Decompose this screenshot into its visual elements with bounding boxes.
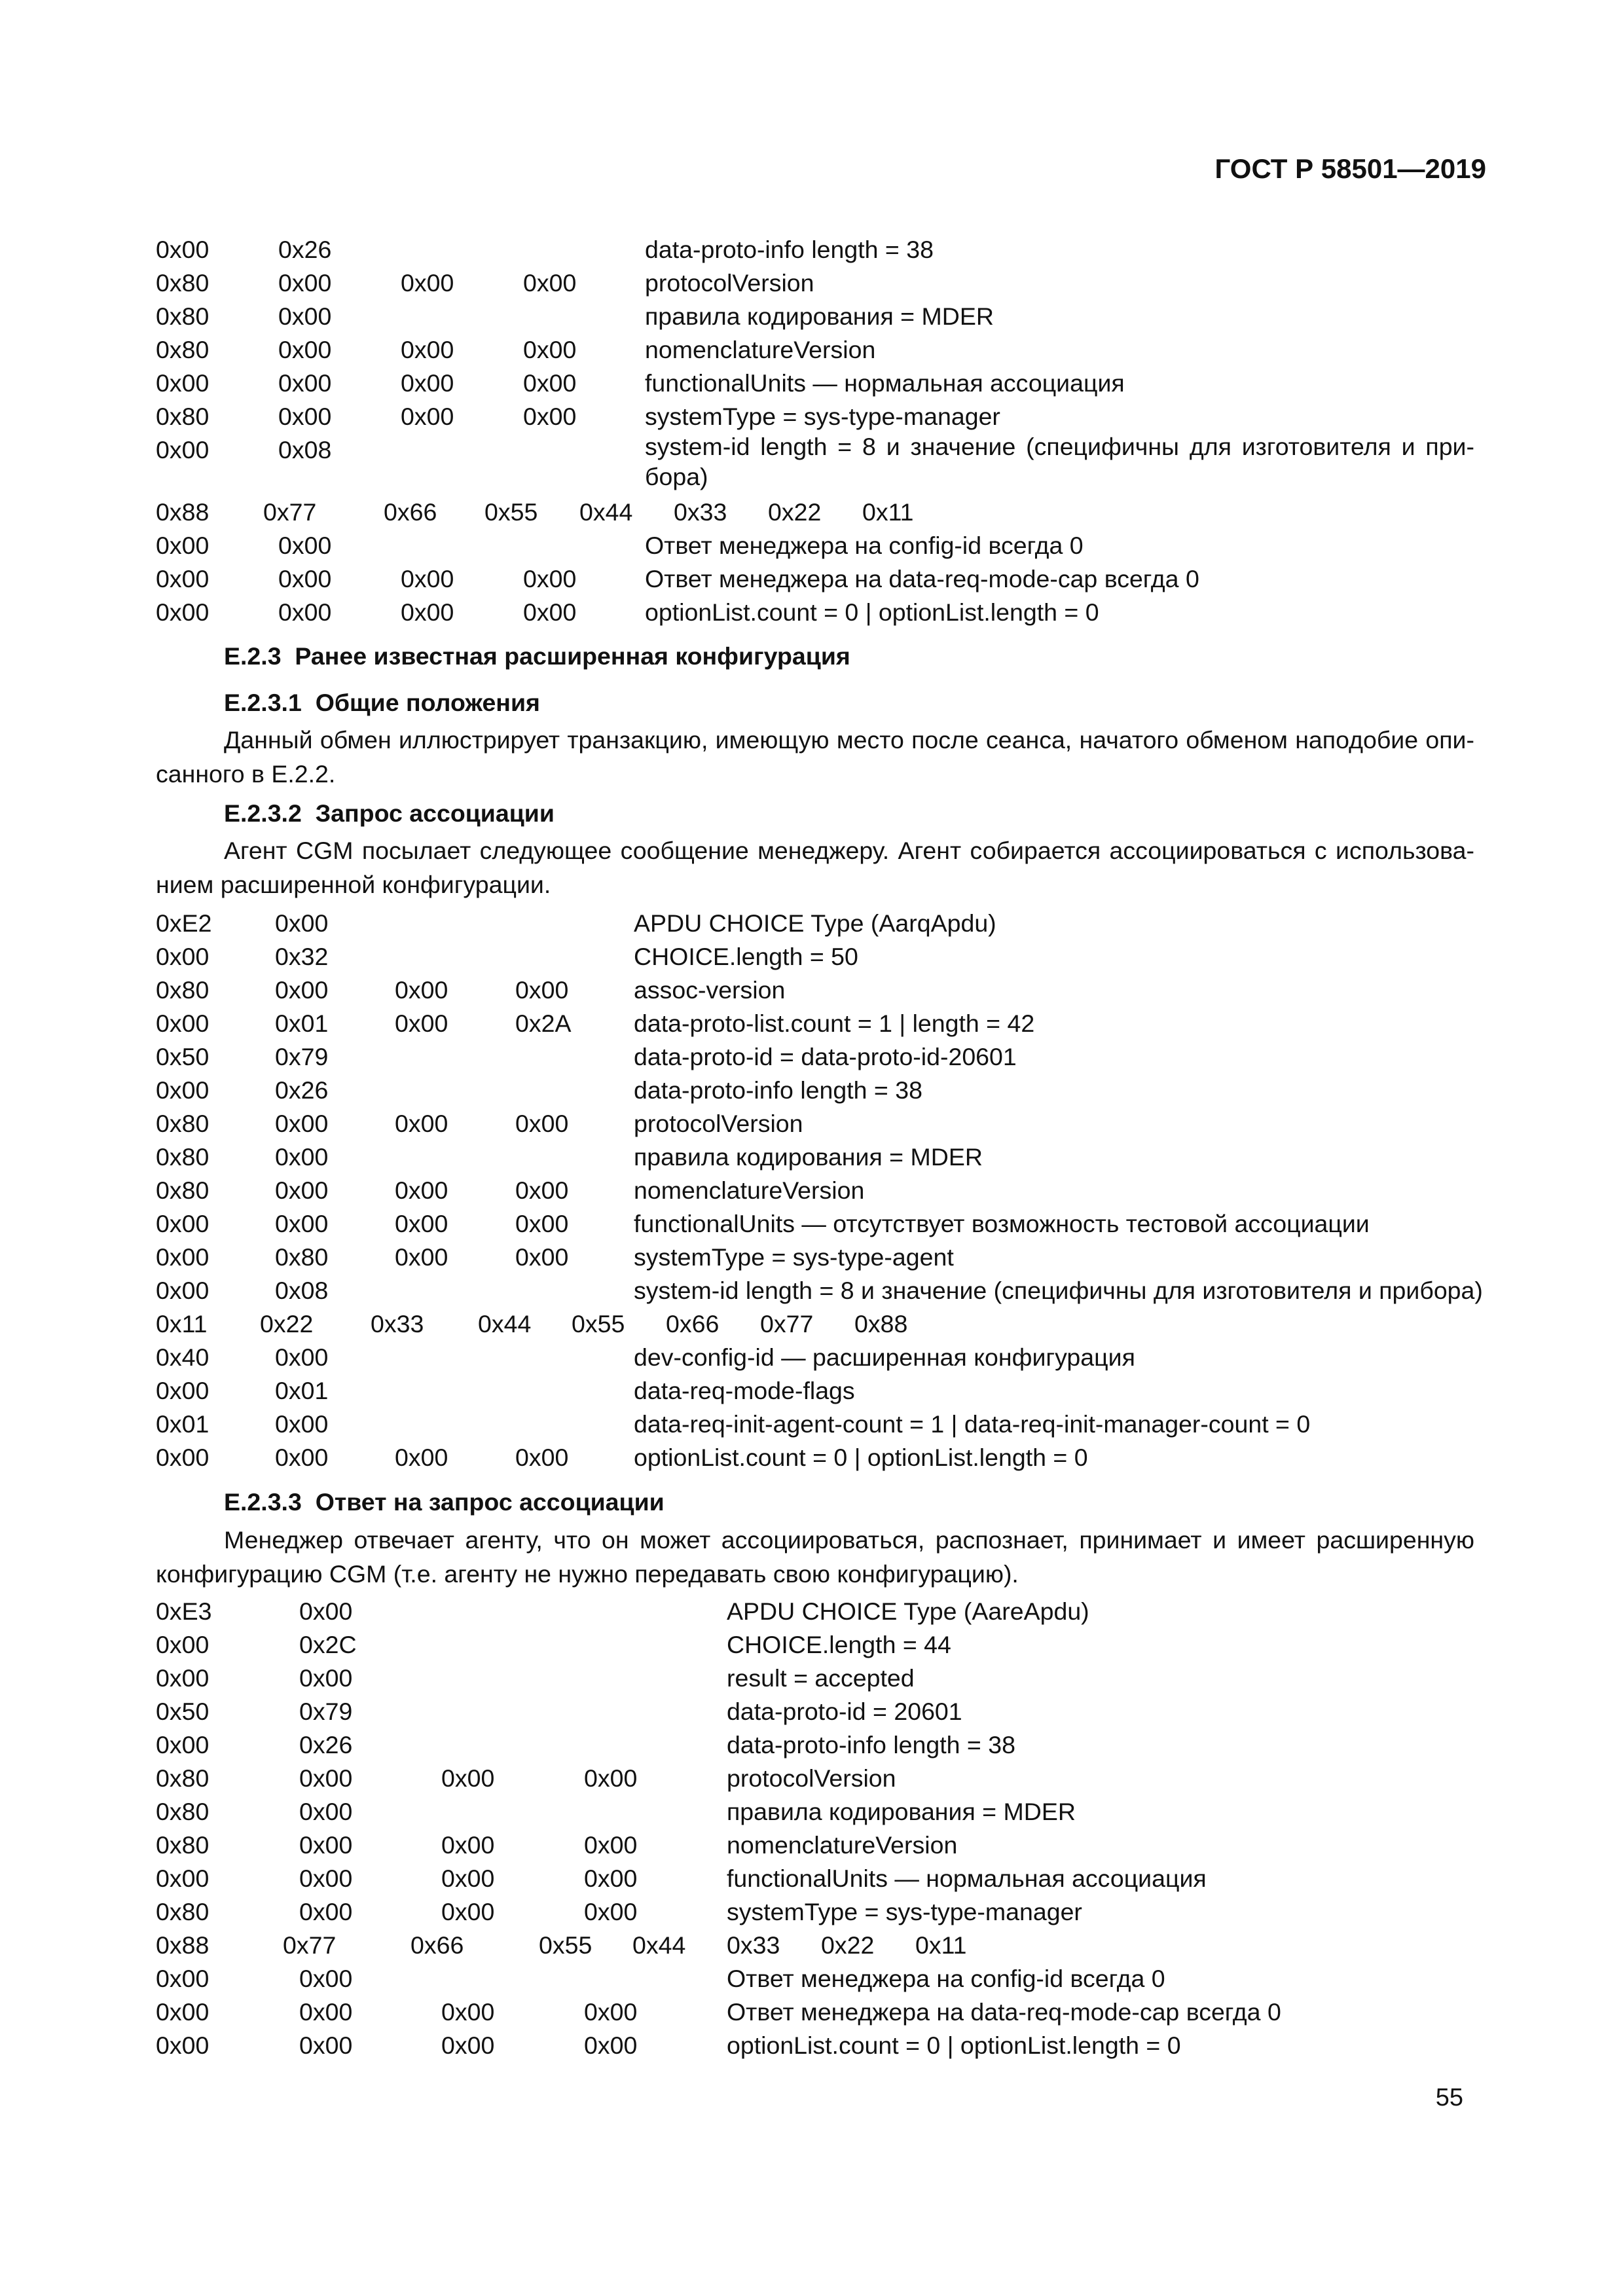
byte-cell: 0x00 [584, 1764, 638, 1792]
byte-cell: 0x00 [395, 1444, 448, 1471]
byte-cell: 0x00 [515, 976, 569, 1004]
byte-cell: 0x00 [441, 1865, 495, 1892]
byte-cell: 0x00 [515, 1210, 569, 1237]
byte-cell: 0x00 [275, 1444, 329, 1471]
byte-cell: 0x00 [523, 369, 577, 397]
byte-cell: 0x00 [401, 269, 454, 297]
byte-cell: 0xE3 [156, 1597, 212, 1625]
byte-cell: 0x80 [156, 269, 210, 297]
byte-cell: 0x80 [156, 302, 210, 330]
byte-cell: 0x00 [441, 1898, 495, 1925]
description: systemType = sys-type-manager [645, 403, 1000, 430]
byte-cell: 0x00 [523, 598, 577, 626]
page-number: 55 [1435, 2084, 1463, 2111]
byte-cell: 0x00 [275, 1410, 329, 1438]
byte-cell: 0x00 [395, 1243, 448, 1271]
byte-cell: 0x00 [275, 909, 329, 937]
byte-cell: 0x50 [156, 1698, 210, 1725]
byte-cell: 0x00 [275, 1176, 329, 1204]
byte-cell: 0x00 [156, 1998, 210, 2026]
byte-cell: 0x00 [156, 1965, 210, 1992]
description: data-proto-list.count = 1 | length = 42 [634, 1010, 1035, 1037]
description: APDU CHOICE Type (AarqApdu) [634, 909, 996, 937]
byte-cell: 0x00 [278, 532, 332, 559]
byte-cell: 0x00 [278, 269, 332, 297]
byte-cell: 0x00 [441, 1764, 495, 1792]
description: nomenclatureVersion [645, 336, 876, 363]
byte-cell: 0x00 [401, 403, 454, 430]
byte-cell: 0x00 [275, 1110, 329, 1137]
paragraph-text: Менеджер отвечает агенту, что он может ассоциироваться, распознает, принимает и имеет расширенную конфигурацию CGM (т.е. агенту не нужно передавать свою конфигурацию). [156, 1526, 1474, 1588]
byte-cell: 0x01 [275, 1010, 329, 1037]
byte-cell: 0x00 [584, 1831, 638, 1859]
byte-cell: 0x00 [401, 565, 454, 592]
byte-cell: 0x00 [156, 1664, 210, 1692]
description: assoc-version [634, 976, 786, 1004]
byte-cell: 0x00 [156, 565, 210, 592]
byte-cell: 0x00 [395, 1010, 448, 1037]
description: CHOICE.length = 50 [634, 943, 858, 970]
byte-cell: 0x00 [584, 1898, 638, 1925]
description: Ответ менеджера на config-id всегда 0 [727, 1965, 1165, 1992]
byte-cell: 0x11 [862, 498, 914, 526]
byte-cell: 0x66 [410, 1931, 464, 1959]
byte-cell: 0x26 [278, 236, 332, 263]
byte-cell: 0x00 [156, 436, 210, 464]
byte-cell: 0x77 [760, 1310, 814, 1338]
byte-cell: 0x00 [156, 2032, 210, 2059]
description: правила кодирования = MDER [645, 302, 994, 330]
byte-cell: 0x00 [278, 403, 332, 430]
byte-cell: 0x33 [371, 1310, 424, 1338]
byte-cell: 0x00 [299, 1831, 353, 1859]
byte-cell: 0x22 [821, 1931, 875, 1959]
section-title: Ранее известная расширенная конфигурация [295, 642, 850, 670]
byte-cell: 0x00 [515, 1110, 569, 1137]
byte-cell: 0x79 [275, 1043, 329, 1070]
description: data-req-mode-flags [634, 1377, 855, 1404]
byte-cell: 0x33 [727, 1931, 780, 1959]
byte-cell: 0x00 [523, 336, 577, 363]
description: data-proto-info length = 38 [645, 236, 934, 263]
description: systemType = sys-type-agent [634, 1243, 954, 1271]
byte-cell: 0x22 [768, 498, 822, 526]
byte-cell: 0x00 [441, 1998, 495, 2026]
byte-cell: 0x00 [156, 943, 210, 970]
byte-cell: 0x44 [579, 498, 633, 526]
byte-cell: 0x00 [275, 1210, 329, 1237]
byte-cell: 0x22 [260, 1310, 314, 1338]
description: functionalUnits — отсутствует возможность тестовой ассоциации [634, 1210, 1370, 1237]
byte-cell: 0x00 [299, 1764, 353, 1792]
byte-cell: 0x80 [156, 403, 210, 430]
byte-cell: 0x00 [156, 1444, 210, 1471]
byte-cell: 0x00 [584, 2032, 638, 2059]
byte-cell: 0x88 [156, 498, 210, 526]
byte-cell: 0x00 [156, 1865, 210, 1892]
byte-cell: 0x66 [384, 498, 437, 526]
description: Ответ менеджера на data-req-mode-cap всегда 0 [727, 1998, 1281, 2026]
byte-cell: 0x08 [275, 1277, 329, 1304]
byte-cell: 0x80 [275, 1243, 329, 1271]
byte-cell: 0x44 [632, 1931, 686, 1959]
byte-cell: 0x00 [523, 565, 577, 592]
description: data-proto-id = data-proto-id-20601 [634, 1043, 1017, 1070]
byte-cell: 0x00 [275, 976, 329, 1004]
byte-cell: 0x80 [156, 976, 210, 1004]
byte-cell: 0x88 [156, 1931, 210, 1959]
byte-cell: 0x00 [275, 1343, 329, 1371]
byte-cell: 0x80 [156, 1831, 210, 1859]
byte-cell: 0x00 [278, 369, 332, 397]
byte-cell: 0x01 [156, 1410, 210, 1438]
byte-cell: 0x00 [299, 1898, 353, 1925]
section-title: Запрос ассоциации [315, 799, 555, 827]
byte-cell: 0x00 [156, 1377, 210, 1404]
description: result = accepted [727, 1664, 915, 1692]
description: optionList.count = 0 | optionList.length = 0 [634, 1444, 1088, 1471]
byte-cell: 0x55 [484, 498, 538, 526]
byte-cell: 0x00 [156, 1277, 210, 1304]
byte-cell: 0x00 [299, 1664, 353, 1692]
section-number: Е.2.3.1 [224, 689, 302, 716]
byte-cell: 0x00 [515, 1243, 569, 1271]
section-number: Е.2.3.2 [224, 799, 302, 827]
byte-cell: 0x08 [278, 436, 332, 464]
byte-cell: 0x00 [278, 565, 332, 592]
description: APDU CHOICE Type (AareApdu) [727, 1597, 1089, 1625]
description: system-id length = 8 и значение (специфичны для изготовителя и при-бора) [645, 433, 1474, 490]
byte-cell: 0x00 [278, 302, 332, 330]
description: optionList.count = 0 | optionList.length = 0 [645, 598, 1099, 626]
paragraph [156, 723, 1474, 791]
byte-cell: 0x00 [275, 1143, 329, 1171]
byte-cell: 0x00 [395, 1176, 448, 1204]
byte-cell: 0x00 [401, 598, 454, 626]
byte-cell: 0x66 [666, 1310, 720, 1338]
description: data-proto-info length = 38 [634, 1076, 922, 1104]
paragraph [156, 834, 1474, 902]
byte-cell: 0x00 [515, 1176, 569, 1204]
description: data-proto-id = 20601 [727, 1698, 962, 1725]
document-id: ГОСТ Р 58501—2019 [1214, 153, 1486, 184]
byte-cell: 0x00 [156, 1210, 210, 1237]
byte-cell: 0x00 [299, 1597, 353, 1625]
byte-cell: 0x00 [156, 1243, 210, 1271]
byte-cell: 0x44 [478, 1310, 532, 1338]
byte-cell: 0x50 [156, 1043, 210, 1070]
section-heading [224, 691, 540, 716]
description: system-id length = 8 и значение (специфичны для изготовителя и прибора) [634, 1277, 1483, 1304]
byte-cell: 0x00 [156, 369, 210, 397]
description: Ответ менеджера на config-id всегда 0 [645, 532, 1084, 559]
byte-cell: 0x77 [263, 498, 317, 526]
byte-cell: 0x2A [515, 1010, 572, 1037]
section-title: Общие положения [315, 689, 540, 716]
byte-cell: 0x40 [156, 1343, 210, 1371]
byte-cell: 0x00 [401, 369, 454, 397]
byte-cell: 0x80 [156, 1110, 210, 1137]
description: data-req-init-agent-count = 1 | data-req-init-manager-count = 0 [634, 1410, 1311, 1438]
description: nomenclatureVersion [727, 1831, 958, 1859]
section-heading [224, 1490, 665, 1515]
byte-cell: 0x00 [299, 1998, 353, 2026]
section-heading [224, 644, 850, 669]
byte-cell: 0x80 [156, 336, 210, 363]
byte-cell: 0x79 [299, 1698, 353, 1725]
byte-cell: 0x00 [156, 1010, 210, 1037]
byte-cell: 0x80 [156, 1798, 210, 1825]
byte-cell: 0x00 [441, 1831, 495, 1859]
description: CHOICE.length = 44 [727, 1631, 951, 1658]
section-number: Е.2.3.3 [224, 1488, 302, 1516]
description: systemType = sys-type-manager [727, 1898, 1082, 1925]
byte-cell: 0x00 [441, 2032, 495, 2059]
byte-cell: 0x01 [275, 1377, 329, 1404]
byte-cell: 0x00 [299, 1798, 353, 1825]
byte-cell: 0x32 [275, 943, 329, 970]
description: functionalUnits — нормальная ассоциация [727, 1865, 1207, 1892]
byte-cell: 0x80 [156, 1143, 210, 1171]
byte-cell: 0x55 [572, 1310, 625, 1338]
byte-cell: 0x00 [395, 1210, 448, 1237]
description: protocolVersion [634, 1110, 803, 1137]
byte-cell: 0x00 [523, 403, 577, 430]
paragraph-text: Данный обмен иллюстрирует транзакцию, имеющую место после сеанса, начатого обменом наподобие опи-санного в Е.2.2. [156, 726, 1474, 788]
byte-cell: 0x00 [523, 269, 577, 297]
byte-cell: 0x88 [854, 1310, 908, 1338]
description: правила кодирования = MDER [634, 1143, 983, 1171]
description: dev-config-id — расширенная конфигурация [634, 1343, 1135, 1371]
byte-cell: 0x00 [515, 1444, 569, 1471]
byte-cell: 0x00 [299, 2032, 353, 2059]
byte-cell: 0x00 [156, 598, 210, 626]
description: optionList.count = 0 | optionList.length = 0 [727, 2032, 1181, 2059]
paragraph [156, 1523, 1474, 1591]
byte-cell: 0x80 [156, 1898, 210, 1925]
byte-cell: 0x80 [156, 1176, 210, 1204]
description: protocolVersion [727, 1764, 896, 1792]
byte-cell: 0x00 [584, 1998, 638, 2026]
byte-cell: 0x00 [278, 598, 332, 626]
description: protocolVersion [645, 269, 814, 297]
byte-cell: 0x80 [156, 1764, 210, 1792]
byte-cell: 0x00 [395, 976, 448, 1004]
byte-cell: 0x00 [156, 1731, 210, 1758]
byte-cell: 0x00 [395, 1110, 448, 1137]
byte-cell: 0x26 [275, 1076, 329, 1104]
description: Ответ менеджера на data-req-mode-cap всегда 0 [645, 565, 1199, 592]
byte-cell: 0x55 [539, 1931, 593, 1959]
byte-cell: 0x00 [156, 1076, 210, 1104]
byte-cell: 0x00 [156, 236, 210, 263]
paragraph-text: Агент CGM посылает следующее сообщение менеджеру. Агент собирается ассоциироваться с использова-нием расширенной конфигурации. [156, 837, 1474, 898]
byte-cell: 0x00 [156, 532, 210, 559]
byte-cell: 0x11 [915, 1931, 967, 1959]
byte-cell: 0x26 [299, 1731, 353, 1758]
byte-cell: 0x00 [401, 336, 454, 363]
byte-cell: 0x00 [299, 1965, 353, 1992]
section-title: Ответ на запрос ассоциации [315, 1488, 665, 1516]
description: data-proto-info length = 38 [727, 1731, 1015, 1758]
section-number: Е.2.3 [224, 642, 282, 670]
description: правила кодирования = MDER [727, 1798, 1076, 1825]
byte-cell: 0x11 [156, 1310, 208, 1338]
byte-cell: 0x00 [278, 336, 332, 363]
byte-cell: 0x00 [299, 1865, 353, 1892]
byte-cell: 0x2C [299, 1631, 357, 1658]
description: nomenclatureVersion [634, 1176, 865, 1204]
description: functionalUnits — нормальная ассоциация [645, 369, 1125, 397]
section-heading [224, 801, 555, 826]
byte-cell: 0xE2 [156, 909, 212, 937]
byte-cell: 0x00 [584, 1865, 638, 1892]
byte-cell: 0x00 [156, 1631, 210, 1658]
byte-cell: 0x77 [283, 1931, 337, 1959]
byte-cell: 0x33 [674, 498, 727, 526]
